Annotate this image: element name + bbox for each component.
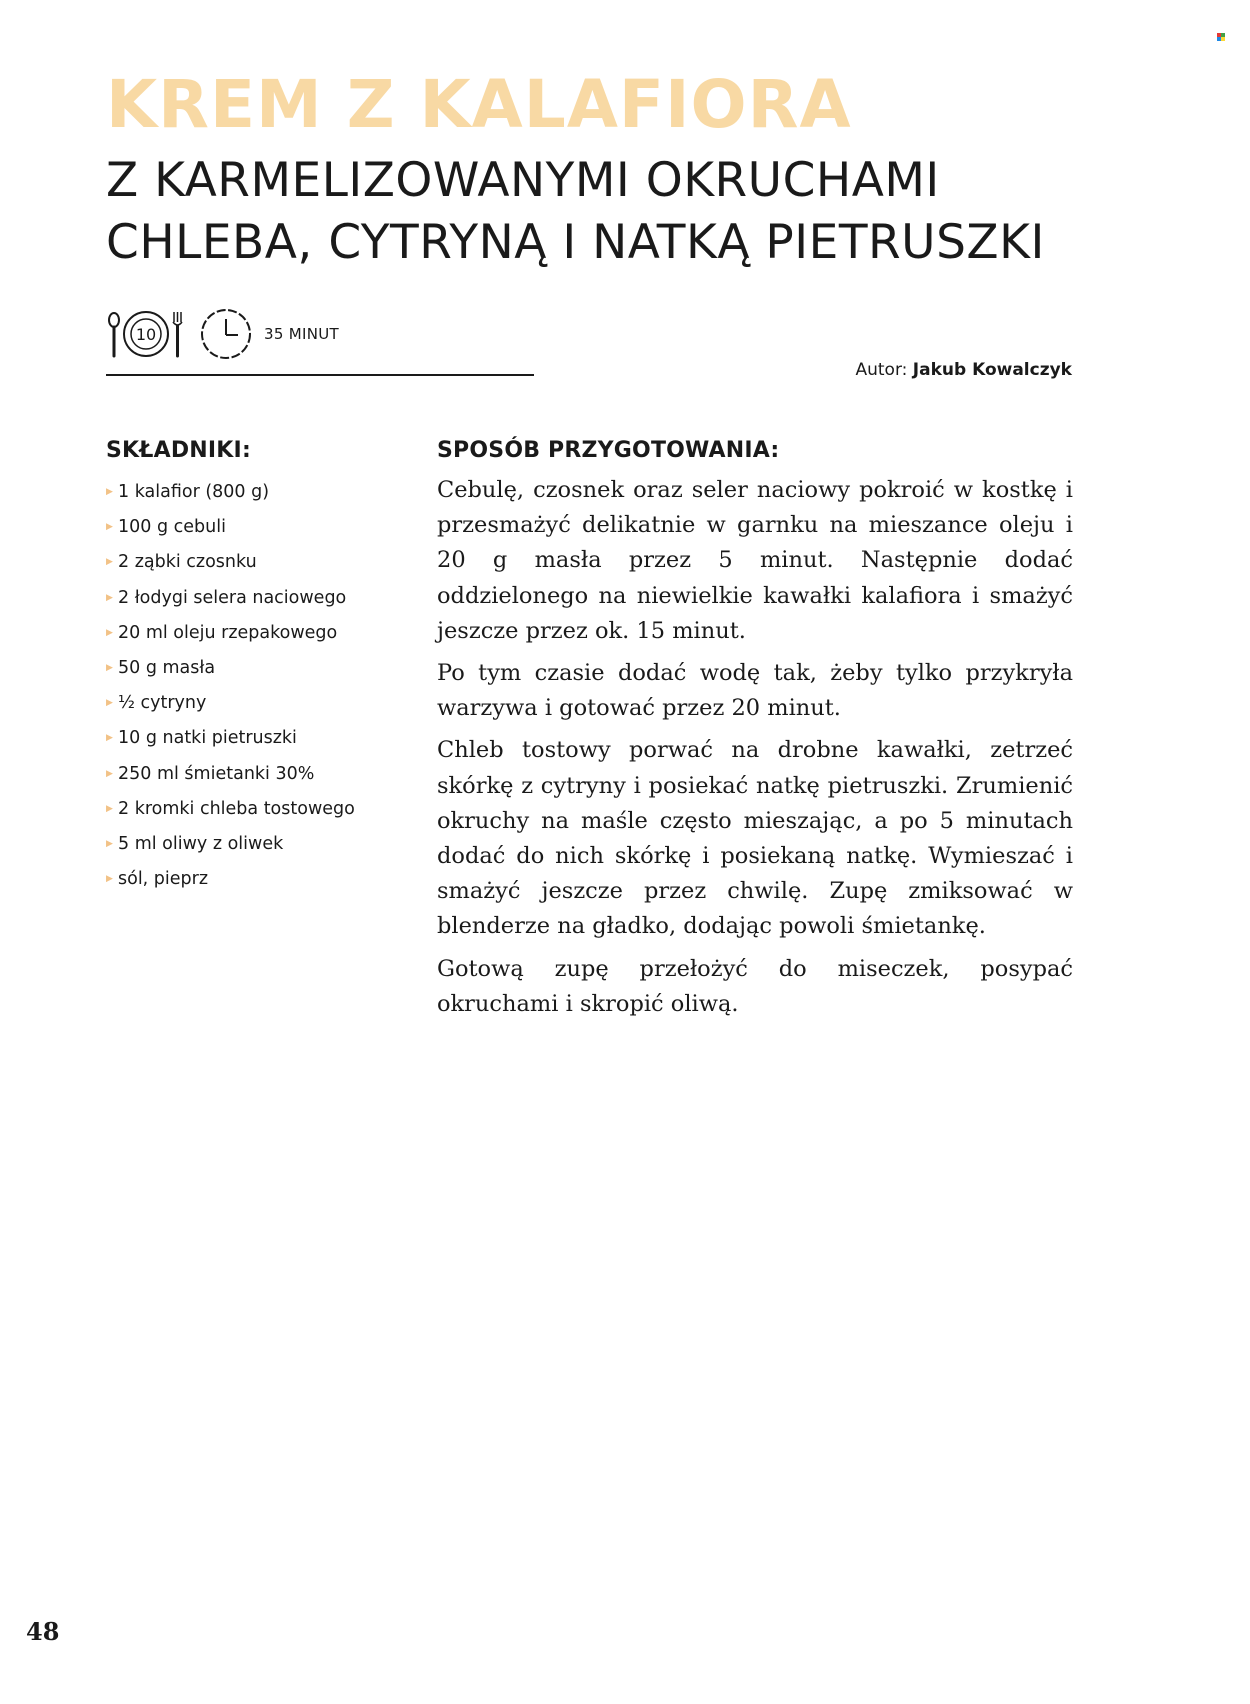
ingredient-item: ▶ 2 kromki chleba tostowego (106, 792, 355, 827)
bullet-icon: ▶ (106, 557, 113, 568)
portions-count: 10 (135, 325, 157, 344)
bullet-icon: ▶ (106, 874, 113, 885)
ingredient-item: ▶ 10 g natki pietruszki (106, 721, 355, 756)
ingredient-item: ▶ 20 ml oleju rzepakowego (106, 616, 355, 651)
header-divider (106, 374, 534, 376)
author-credit (855, 360, 1072, 380)
ingredients-list (106, 475, 355, 897)
ingredient-item: ▶ 250 ml śmietanki 30% (106, 757, 355, 792)
recipe-subtitle (106, 150, 1106, 274)
bullet-icon: ▶ (106, 733, 113, 744)
method-paragraph: Po tym czasie dodać wodę tak, żeby tylko przykryła warzywa i gotować przez 20 minut. (437, 660, 1073, 722)
ingredients-heading: SKŁADNIKI: (106, 438, 251, 463)
subtitle-line-1: Z KARMELIZOWANYMI OKRUCHAMI (106, 153, 940, 208)
bullet-icon: ▶ (106, 838, 113, 849)
ingredient-item: ▶ sól, pieprz (106, 862, 355, 897)
bullet-icon: ▶ (106, 592, 113, 603)
cooking-time: 35 MINUT (264, 325, 339, 343)
bullet-icon: ▶ (106, 662, 113, 673)
portions-plate-icon (106, 308, 186, 360)
recipe-title: KREM Z KALAFIORA (106, 66, 852, 143)
ingredient-item: ▶ ½ cytryny (106, 686, 355, 721)
recipe-meta (106, 308, 339, 360)
color-registration-mark (1217, 33, 1225, 41)
ingredient-item: ▶ 2 ząbki czosnku (106, 545, 355, 580)
method-paragraph: Chleb tostowy porwać na drobne kawałki, zetrzeć skórkę z cytryny i posiekać natkę pietruszki. Zrumienić okruchy na maśle często mieszając, a po 5 minutach dodać do nich skórkę i posiekaną natkę. Wymieszać i smażyć jeszcze przez chwilę. Zupę zmiksować w blenderze na gładko, dodając powoli śmietankę. (437, 737, 1073, 940)
method-paragraph: Gotową zupę przełożyć do miseczek, posypać okruchami i skropić oliwą. (437, 955, 1073, 1017)
clock-icon (200, 308, 256, 360)
method-heading: SPOSÓB PRZYGOTOWANIA: (437, 438, 780, 463)
subtitle-line-2: CHLEBA, CYTRYNĄ I NATKĄ PIETRUSZKI (106, 215, 1045, 270)
method-text (437, 473, 1073, 1029)
ingredient-item: ▶ 1 kalafior (800 g) (106, 475, 355, 510)
page-number: 48 (26, 1617, 60, 1646)
bullet-icon: ▶ (106, 698, 113, 709)
method-paragraph: Cebulę, czosnek oraz seler naciowy pokroić w kostkę i przesmażyć delikatnie w garnku na mieszance oleju i 20 g masła przez 5 minut. Następnie dodać oddzielonego na niewielkie kawałki kalafiora i smażyć jeszcze przez ok. 15 minut. (437, 477, 1073, 644)
bullet-icon: ▶ (106, 803, 113, 814)
bullet-icon: ▶ (106, 522, 113, 533)
author-label: Autor: (855, 360, 908, 380)
ingredient-item: ▶ 5 ml oliwy z oliwek (106, 827, 355, 862)
bullet-icon: ▶ (106, 487, 113, 497)
bullet-icon: ▶ (106, 627, 113, 638)
bullet-icon: ▶ (106, 768, 113, 779)
ingredient-item: ▶ 50 g masła (106, 651, 355, 686)
author-name: Jakub Kowalczyk (912, 360, 1072, 380)
ingredient-item: ▶ 2 łodygi selera naciowego (106, 581, 355, 616)
ingredient-item: ▶ 100 g cebuli (106, 510, 355, 545)
